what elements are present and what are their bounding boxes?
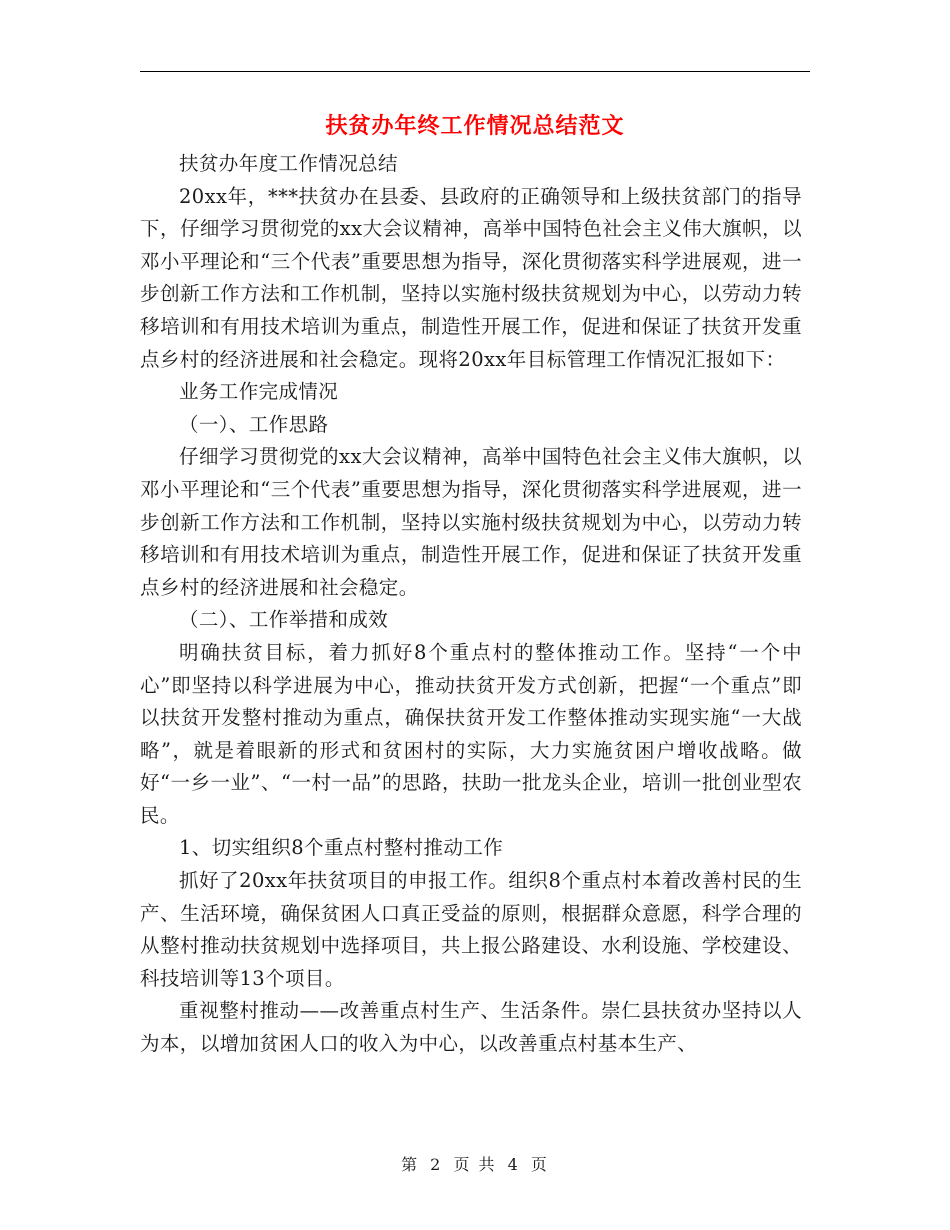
total-pages: 4 [507,1155,520,1174]
item-heading: 1、切实组织8个重点村整村推动工作 [179,836,504,860]
paragraph-projects: 抓好了20xx年扶贫项目的申报工作。组织8个重点村本着改善村民的生产、生活环境，确保贫困人口真正受益的原则，根据群众意愿，科学合理的从整村推动扶贫规划中选择项目，共上报公路建设、水利设施、学校建设、科技培训等13个项目。 [140,869,802,990]
subsection-heading: （二）、工作举措和成效 [179,608,389,632]
paragraph-work-approach: 仔细学习贯彻党的xx大会议精神，高举中国特色社会主义伟大旗帜，以邓小平理论和“三个代表”重要思想为指导，深化贯彻落实科学进展观，进一步创新工作方法和工作机制，坚持以实施村级扶贫规划为中心，以劳动力转移培训和有用技术培训为重点，制造性开展工作，促进和保证了扶贫开发重点乡村的经济进展和社会稳定。 [140,445,802,599]
paragraph-village-promotion: 重视整村推动——改善重点村生产、生活条件。崇仁县扶贫办坚持以人为本，以增加贫困人口的收入为中心，以改善重点村基本生产、 [140,999,802,1056]
section-heading: 业务工作完成情况 [179,380,339,404]
footer-suffix: 页 [530,1155,549,1174]
page-footer [0,1153,950,1177]
header-rule [140,71,810,72]
paragraph-subtitle: 扶贫办年度工作情况总结 [179,152,398,175]
document-title: 扶贫办年终工作情况总结范文 [325,114,625,139]
document-body [140,148,802,1061]
paragraph-intro: 20xx年，***扶贫办在县委、县政府的正确领导和上级扶贫部门的指导下，仔细学习贯彻党的xx大会议精神，高举中国特色社会主义伟大旗帜，以邓小平理论和“三个代表”重要思想为指导，深化贯彻落实科学进展观，进一步创新工作方法和工作机制，坚持以实施村级扶贫规划为中心，以劳动力转移培训和有用技术培训为重点，制造性开展工作，促进和保证了扶贫开发重点乡村的经济进展和社会稳定。现将20xx年目标管理工作情况汇报如下： [140,184,802,371]
page-number: 2 [430,1155,443,1174]
paragraph-measures: 明确扶贫目标，着力抓好8个重点村的整体推动工作。坚持“一个中心”即坚持以科学进展为中心，推动扶贫开发方式创新，把握“一个重点”即以扶贫开发整村推动为重点，确保扶贫开发工作整体推动实现实施“一大战略”，就是着眼新的形式和贫困村的实际，大力实施贫困户增收战略。做好“一乡一业”、“一村一品”的思路，扶助一批龙头企业，培训一批创业型农民。 [140,640,802,827]
footer-prefix: 第 [401,1155,420,1174]
footer-middle: 页 共 [453,1155,497,1174]
subsection-heading: （一）、工作思路 [179,412,329,436]
